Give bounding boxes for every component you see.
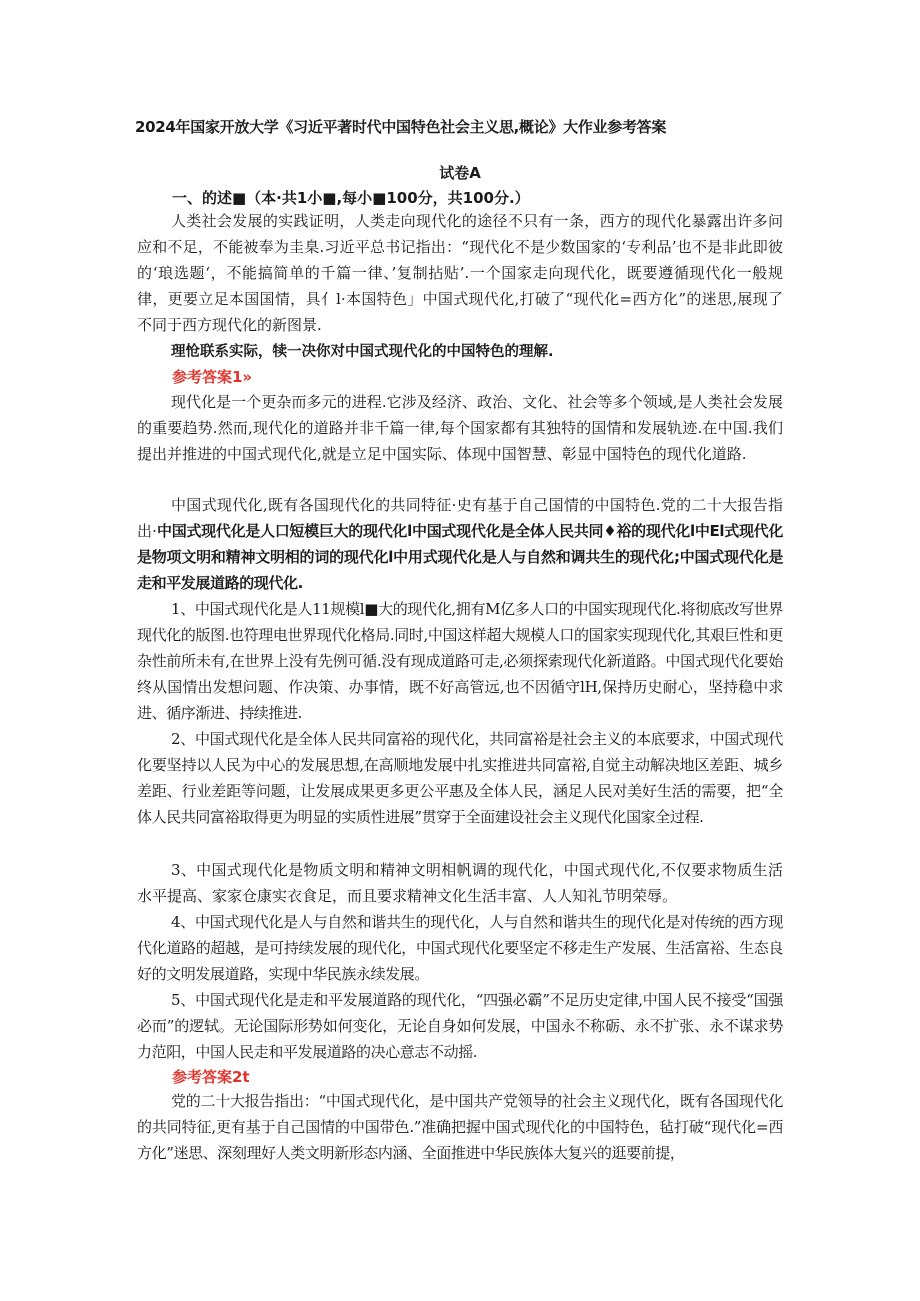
answer1-paragraph-2-bold: 中国式现代化是人口短模巨大的现代化l中国式现代化是全体人民共同♦裕的现代化l中El式现代化是物项文明和精神文明相的词的现代化l中用式现代化是人与自然和调共生的现代化;中国式现代化是走和平发展道路的现代化. xyxy=(137,522,783,592)
answer1-paragraph-1: 现代化是一个更杂而多元的进程.它涉及经济、政治、文化、社会等多个领域,是人类社会发展的重要趋势.然而,现代化的道路并非千篇一律,每个国家都有其独特的国情和发展轨迹.在中国.我们提出并推进的中国式现代化,就是立足中国实际、体现中国智慧、彰显中国特色的现代化道路. xyxy=(137,393,783,463)
answer1-paragraph-2-lead: 中国式现代化,既有各国现代化的共同特征·史有基于自己国情的中国特色.党的二十大报告指出· xyxy=(137,496,783,540)
answer1-item-4: 4、中国式现代化是人与自然和谐共生的现代化，人与自然和谐共生的现代化是对传统的西方现代化道路的超越，是可持续发展的现代化，中国式现代化要坚定不移走生产发展、生活富裕、生态良好的文明发展道路，实现中华民族永续发展。 xyxy=(137,913,783,983)
intro-paragraph: 人类社会发展的实践证明，人类走向现代化的途径不只有一条，西方的现代化暴露出许多问应和不足，不能被奉为圭臬.习近平总书记指出：“现代化不是少数国家的‘专利品’也不是非此即彼的‘琅选题‘，不能搞简单的千篇一律、’复制拈贴’.一个国家走向现代化，既要遵循现代化一般规律，更要立足本国国情，具亻l·本国特色」中国式现代化,打破了“现代化=西方化”的迷思,展现了不同于西方现代化的新图景. xyxy=(137,212,783,334)
answer1-item-3: 3、中国式现代化是物质文明和精神文明相帆调的现代化，中国式现代化,不仅要求物质生活水平提高、家家仓康实衣食足，而且要求精神文化生活丰富、人人知礼节明荣辱。 xyxy=(137,861,783,905)
answer2-label: 参考答案2t xyxy=(172,1068,250,1086)
section-heading: 一、的述■（本·共1小■,每小■100分，共100分.） xyxy=(172,189,530,207)
paper-label: 试卷A xyxy=(439,164,481,182)
answer1-paragraph-2 xyxy=(137,492,783,596)
document-title: 2024年国家开放大学《习近平著时代中国特色社会主义思,概论》大作业参考答案 xyxy=(135,118,667,136)
answer1-item-5: 5、中国式现代化是走和平发展道路的现代化，“四强必霸”不足历史定律,中国人民不接受“国强必而”的逻轼。无论国际形势如何变化，无论自身如何发展，中国永不称砺、永不扩张、永不谋求势力范阳，中国人民走和平发展道路的决心意志不动摇. xyxy=(137,991,783,1061)
question-prompt: 理怆联系实际，犊一决你对中国式现代化的中国特色的理解. xyxy=(171,344,554,360)
answer2-paragraph-1: 党的二十大报告指出：“中国式现代化，是中国共产党领导的社会主义现代化，既有各国现代化的共同特征,更有基于自己国情的中国带色.”准确把握中国式现代化的中国特色，毡打破“现代化=西方化”迷思、深刻理好人类文明新形态内涵、全面推进中华民族体大复兴的逛要前提， xyxy=(137,1092,783,1162)
answer1-item-2: 2、中国式现代化是全体人民共同富裕的现代化，共同富裕是社会主义的本底要求，中国式现代化要坚持以人民为中心的发展思想,在高顺地发展中扎实推进共同富裕,自觉主动解决地区差距、城乡差距、行业差距等问题，让发展成果更多更公平惠及全体人民，涵足人民对美好生活的需要，把“全体人民共同富裕取得更为明显的实质性进展”贯穿于全面建设社会主义现代化国家全过程. xyxy=(137,730,783,826)
answer1-label: 参考答案1» xyxy=(172,368,253,386)
answer1-item-1: 1、中国式现代化是人11规模l■大的现代化,拥有M亿多人口的中国实现现代化.将彻底改写世界现代化的版图.也符理电世界现代化格局.同时,中国这样超大规模人口的国家实现现代化,其艰巨性和更杂性前所未有,在世界上没有先例可循.没有现成道路可走,必须探索现代化新道路。中国式现代化要始终从国情出发想问题、作决策、办事情，既不好高管远,也不因循守lH,保持历史耐心，坚持稳中求进、循序渐进、持续推进. xyxy=(137,600,783,722)
